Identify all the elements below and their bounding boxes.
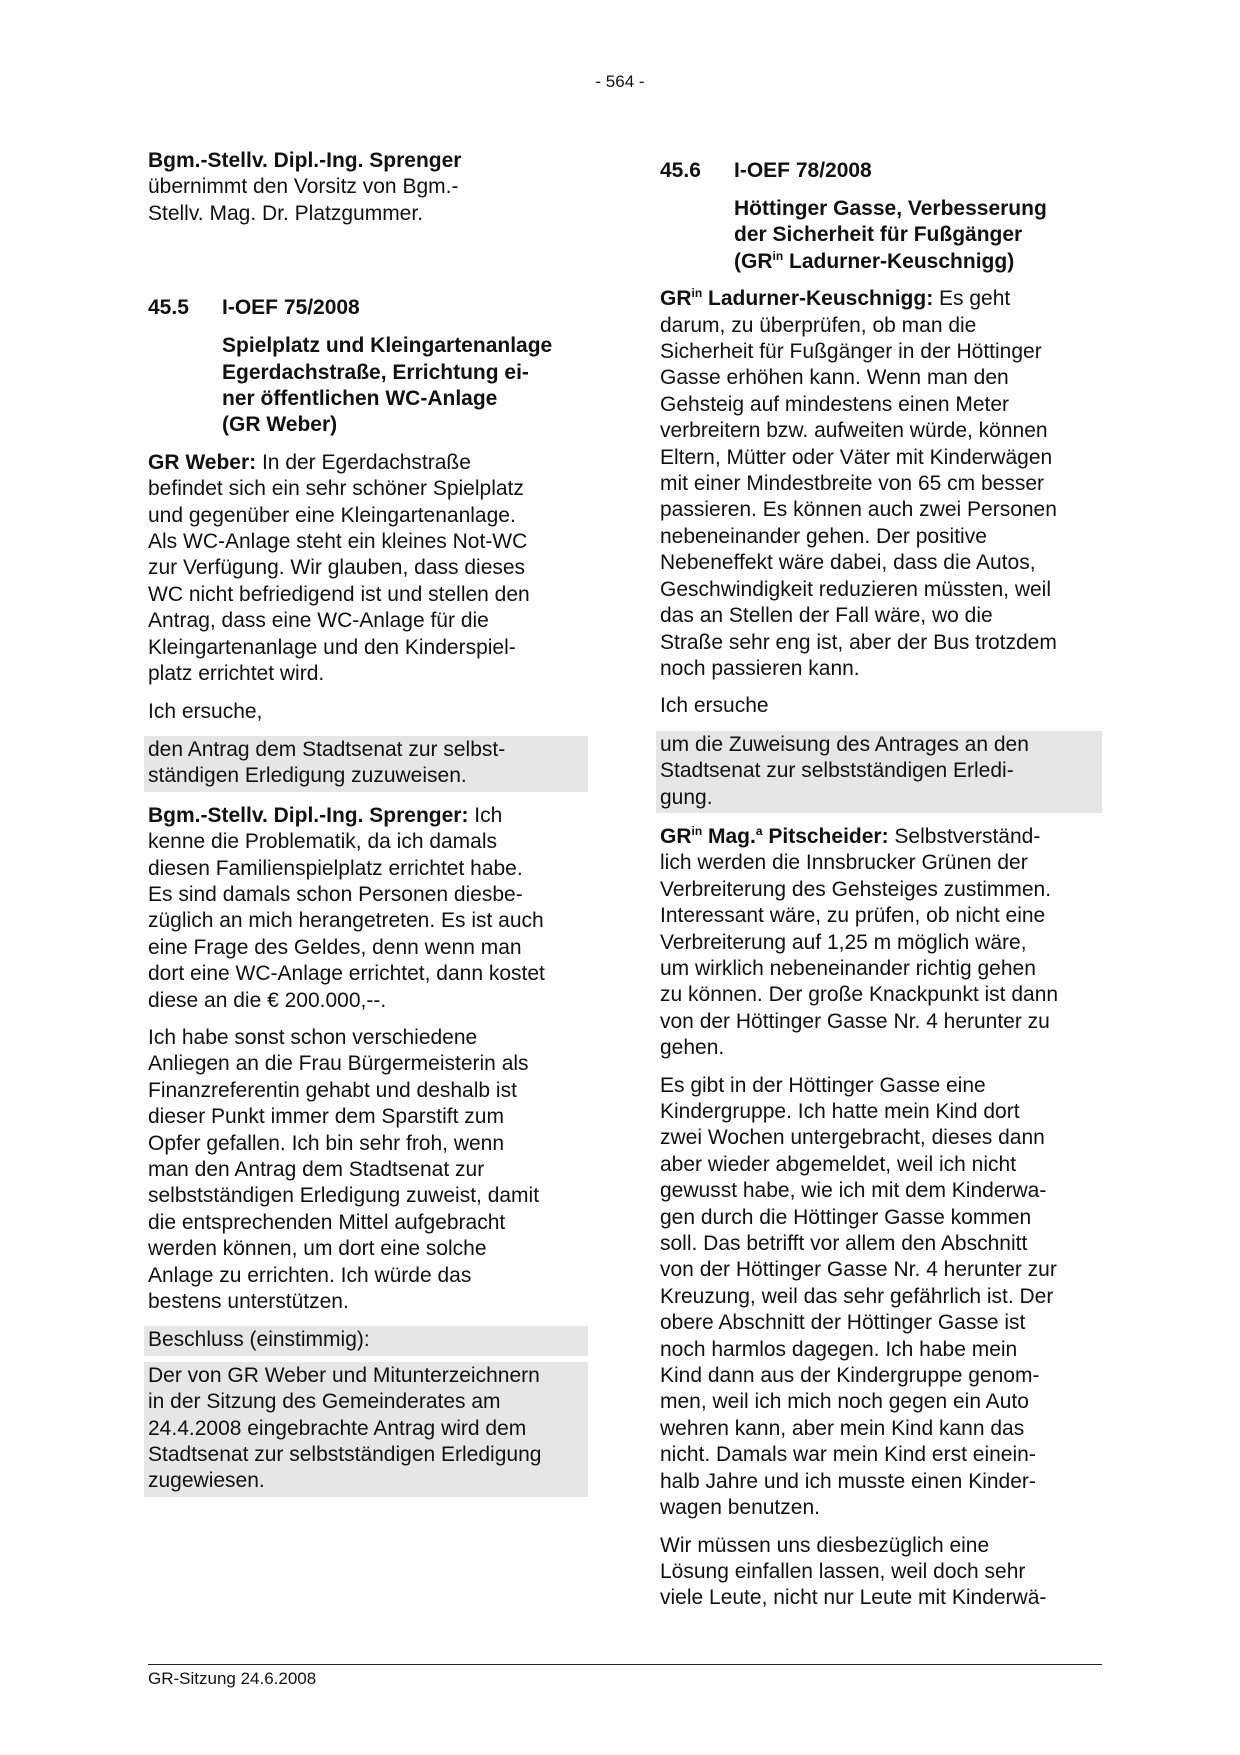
decision-label: Beschluss (einstimmig): — [148, 1328, 370, 1352]
text-line: Opfer gefallen. Ich bin sehr froh, wenn — [148, 1131, 505, 1155]
text-line: Nebeneffekt wäre dabei, dass die Autos, — [660, 551, 1036, 575]
text-line: aber wieder abgemeldet, weil ich nicht — [660, 1152, 1017, 1176]
text-line: um die Zuweisung des Antrages an den — [660, 732, 1029, 756]
text-line: Interessant wäre, zu prüfen, ob nicht eine — [660, 904, 1046, 928]
text-line: wagen benutzen. — [660, 1496, 820, 1520]
text-line: Eltern, Mütter oder Väter mit Kinderwägen — [660, 445, 1053, 469]
text-line: wehren kann, aber mein Kind kann das — [660, 1416, 1025, 1440]
request-box — [656, 731, 1102, 813]
text-line: verbreitern bzw. aufweiten würde, können — [660, 419, 1048, 443]
text-line: Straße sehr eng ist, aber der Bus trotzdem — [660, 630, 1057, 654]
text-line: Anliegen an die Frau Bürgermeisterin als — [148, 1052, 529, 1076]
text-line: gewusst habe, wie ich mit dem Kinderwa- — [660, 1179, 1047, 1203]
text-line: werden können, um dort eine solche — [148, 1237, 487, 1261]
speaker-name: GR Weber: — [148, 450, 257, 474]
text-line: dieser Punkt immer dem Sparstift zum — [148, 1105, 504, 1129]
text-line: züglich an mich herangetreten. Es ist auch — [148, 909, 544, 933]
title-line: Egerdachstraße, Errichtung ei- — [222, 360, 529, 384]
title-line: ner öffentlichen WC-Anlage — [222, 387, 498, 411]
text-line: Kreuzung, weil das sehr gefährlich ist. Der — [660, 1284, 1054, 1308]
section-heading-45-5 — [148, 295, 588, 321]
text-line: das an Stellen der Fall wäre, wo die — [660, 604, 993, 628]
section-title — [222, 333, 588, 439]
text-line: Gasse erhöhen kann. Wenn man den — [660, 366, 1009, 390]
text-line: Kind dann aus der Kindergruppe genom- — [660, 1364, 1040, 1388]
text-line: Antrag, dass eine WC-Anlage für die — [148, 609, 489, 633]
decision-block — [148, 1326, 588, 1496]
section-title — [734, 196, 1102, 275]
text-line: bestens unterstützen. — [148, 1290, 349, 1314]
text-line: soll. Das betrifft vor allem den Abschnitt — [660, 1232, 1028, 1256]
text-line: halb Jahre und ich musste einen Kinder- — [660, 1469, 1036, 1493]
text-line: platz errichtet wird. — [148, 662, 325, 686]
text-line: Es gibt in der Höttinger Gasse eine — [660, 1073, 986, 1097]
text-line: 24.4.2008 eingebrachte Antrag wird dem — [148, 1416, 527, 1440]
text-line: und gegenüber eine Kleingartenanlage. — [148, 503, 516, 527]
text-line: übernimmt den Vorsitz von Bgm.- — [148, 175, 459, 199]
section-code: I-OEF 78/2008 — [734, 159, 872, 182]
speech-paragraph — [660, 1533, 1102, 1612]
text-line: in der Sitzung des Gemeinderates am — [148, 1390, 501, 1414]
request-intro: Ich ersuche, — [148, 699, 263, 723]
speech-paragraph — [148, 803, 588, 1014]
text-line: selbstständigen Erledigung zuweist, damit — [148, 1184, 540, 1208]
text-line: passieren. Es können auch zwei Personen — [660, 498, 1057, 522]
text-line: obere Abschnitt der Höttinger Gasse ist — [660, 1311, 1026, 1335]
title-line: Spielplatz und Kleingartenanlage — [222, 334, 553, 358]
text-line: Wir müssen uns diesbezüglich eine — [660, 1533, 990, 1557]
chair-change-note — [148, 148, 588, 227]
decision-label-box — [144, 1326, 588, 1355]
text-line: lich werden die Innsbrucker Grünen der — [660, 851, 1028, 875]
right-column — [660, 158, 1102, 1623]
text-line: mit einer Mindestbreite von 65 cm besser — [660, 472, 1044, 496]
text-line: In der Egerdachstraße — [256, 450, 471, 474]
text-line: Es sind damals schon Personen diesbe- — [148, 882, 523, 906]
text-line: diesen Familienspielplatz errichtet habe. — [148, 856, 523, 880]
superscript: in — [772, 248, 784, 263]
text-line: Geschwindigkeit reduzieren müssten, weil — [660, 577, 1052, 601]
section-code: I-OEF 75/2008 — [222, 296, 360, 320]
text-line: eine Frage des Geldes, denn wenn man — [148, 935, 522, 959]
text-line: nicht. Damals war mein Kind erst einein- — [660, 1443, 1036, 1467]
title-line: (GR — [734, 249, 773, 273]
text-line: Verbreiterung auf 1,25 m möglich wäre, — [660, 930, 1027, 954]
text-line: darum, zu überprüfen, ob man die — [660, 313, 977, 337]
text-line: Kindergruppe. Ich hatte mein Kind dort — [660, 1100, 1020, 1123]
speech-paragraph — [660, 824, 1102, 1062]
section-heading-45-6 — [660, 158, 1102, 184]
text-line: Stellv. Mag. Dr. Platzgummer. — [148, 201, 424, 225]
text-line: Als WC-Anlage steht ein kleines Not-WC — [148, 530, 528, 554]
text-line: zugewiesen. — [148, 1469, 265, 1493]
decision-text-box — [144, 1356, 588, 1497]
text-line: Es geht — [933, 287, 1011, 311]
text-line: Verbreiterung des Gehsteiges zustimmen. — [660, 877, 1052, 901]
speech-paragraph — [660, 1073, 1102, 1522]
text-line: Lösung einfallen lassen, weil doch sehr — [660, 1559, 1026, 1583]
text-line: noch passieren kann. — [660, 656, 860, 680]
text-line: zu können. Der große Knackpunkt ist dann — [660, 983, 1059, 1007]
text-line: WC nicht befriedigend ist und stellen den — [148, 582, 530, 606]
text-line: man den Antrag dem Stadtsenat zur — [148, 1158, 485, 1181]
footer-divider — [148, 1664, 1102, 1665]
text-line: den Antrag dem Stadtsenat zur selbst- — [148, 737, 506, 761]
text-line: nebeneinander gehen. Der positive — [660, 524, 987, 548]
text-line: gehen. — [660, 1036, 725, 1060]
text-line: viele Leute, nicht nur Leute mit Kinderwä- — [660, 1586, 1047, 1610]
text-line: Kleingartenanlage und den Kinderspiel- — [148, 635, 516, 659]
text-line: Ich — [468, 803, 503, 827]
title-line: Höttinger Gasse, Verbesserung — [734, 197, 1047, 220]
page-number: - 564 - — [595, 72, 645, 91]
text-line: die entsprechenden Mittel aufgebracht — [148, 1210, 506, 1234]
text-line: befindet sich ein sehr schöner Spielplatz — [148, 477, 524, 501]
text-line: um wirklich nebeneinander richtig gehen — [660, 956, 1036, 980]
text-line: gen durch die Höttinger Gasse kommen — [660, 1205, 1032, 1229]
text-line: noch harmlos dagegen. Ich habe mein — [660, 1337, 1018, 1361]
speech-paragraph — [148, 1025, 588, 1315]
text-line: Finanzreferentin gehabt und deshalb ist — [148, 1078, 517, 1102]
request-intro: Ich ersuche — [660, 694, 769, 718]
text-line: kenne die Problematik, da ich damals — [148, 830, 498, 854]
title-line: der Sicherheit für Fußgänger — [734, 223, 1023, 247]
footer-session-date: GR-Sitzung 24.6.2008 — [148, 1669, 317, 1688]
text-line: dort eine WC-Anlage errichtet, dann kostet — [148, 962, 545, 986]
text-line: Der von GR Weber und Mitunterzeichnern — [148, 1363, 540, 1387]
text-line: Anlage zu errichten. Ich würde das — [148, 1263, 472, 1287]
speaker-name: Bgm.-Stellv. Dipl.-Ing. Sprenger: — [148, 803, 469, 827]
speech-paragraph — [660, 286, 1102, 682]
text-line: Selbstverständ- — [888, 824, 1041, 848]
text-line: Stadtsenat zur selbstständigen Erledi- — [660, 759, 1014, 783]
request-box — [144, 736, 588, 792]
text-line: gung. — [660, 785, 713, 809]
speech-paragraph — [148, 450, 588, 688]
text-line: men, weil ich mich noch gegen ein Auto — [660, 1390, 1029, 1414]
text-line: zwei Wochen untergebracht, dieses dann — [660, 1126, 1045, 1150]
text-line: ständigen Erledigung zuzuweisen. — [148, 764, 467, 788]
speaker-name: $GR^{in}$ Mag.$^a$ Pitscheider: — [660, 823, 889, 848]
text-line: Ich habe sonst schon verschiedene — [148, 1025, 478, 1049]
text-line: zur Verfügung. Wir glauben, dass dieses — [148, 556, 526, 580]
title-line: (GR Weber) — [222, 413, 338, 437]
text-line: von der Höttinger Gasse Nr. 4 herunter zur — [660, 1258, 1057, 1282]
speaker-name: Bgm.-Stellv. Dipl.-Ing. Sprenger — [148, 149, 462, 172]
text-line: diese an die € 200.000,--. — [148, 988, 387, 1012]
speaker-name: $GR^{in}$ Ladurner-Keuschnigg: — [660, 286, 934, 311]
left-column — [148, 148, 588, 1508]
text-line: von der Höttinger Gasse Nr. 4 herunter zu — [660, 1009, 1050, 1033]
section-number: 45.5 — [148, 296, 189, 320]
text-line: Stadtsenat zur selbstständigen Erledigung — [148, 1443, 542, 1467]
text-line: Gehsteig auf mindestens einen Meter — [660, 392, 1010, 416]
title-line: Ladurner-Keuschnigg) — [783, 249, 1015, 273]
section-number: 45.6 — [660, 159, 701, 182]
text-line: Sicherheit für Fußgänger in der Höttinger — [660, 340, 1042, 364]
